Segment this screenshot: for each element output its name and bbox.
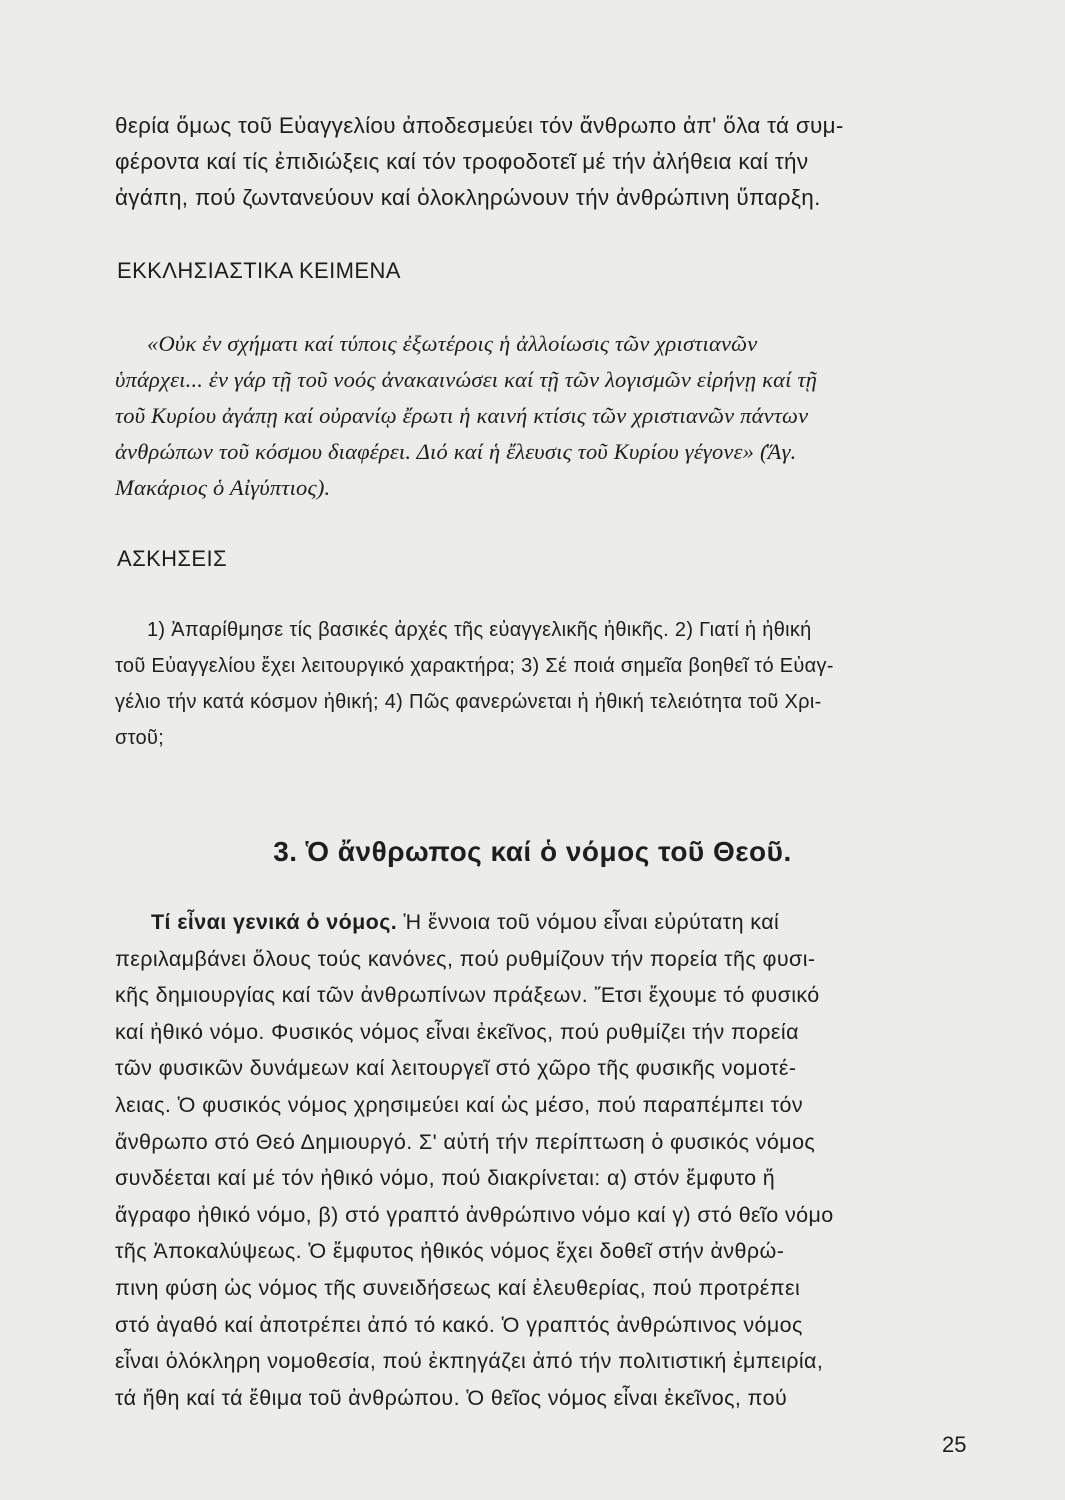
text-line: στοῦ; (115, 727, 165, 749)
text-line: τῆς Ἀποκαλύψεως. Ὁ ἔμφυτος ἠθικός νόμος ἔχει δοθεῖ στήν ἀνθρώ- (115, 1239, 785, 1264)
quote-line-text: «Οὐκ ἐν σχήματι καί τύποις ἐξωτέροις ἡ ἀλλοίωσις τῶν χριστιανῶν (147, 331, 758, 356)
text-line: πινη φύση ὡς νόμος τῆς συνειδήσεως καί ἐλευθερίας, πού προτρέπει (115, 1275, 801, 1300)
text-line: τά ἤθη καί τά ἔθιμα τοῦ ἀνθρώπου. Ὁ θεῖος νόμος εἶναι ἐκεῖνος, πού (115, 1385, 788, 1410)
text-line: στό ἀγαθό καί ἀποτρέπει ἀπό τό κακό. Ὁ γραπτός ἀνθρώπινος νόμος (115, 1312, 803, 1337)
text-line: τοῦ Κυρίου ἀγάπῃ καί οὐρανίῳ ἔρωτι ἡ καινή κτίσις τῶν χριστιανῶν πάντων (115, 403, 809, 428)
quotation-block (115, 326, 965, 506)
text-line (115, 326, 965, 362)
text-line: καί ἠθικό νόμο. Φυσικός νόμος εἶναι ἐκεῖνος, πού ρυθμίζει τήν πορεία (115, 1019, 799, 1044)
text-line: εἶναι ὁλόκληρη νομοθεσία, πού ἐκπηγάζει ἀπό τήν πολιτιστική ἐμπειρία, (115, 1349, 824, 1374)
text-line: φέροντα καί τίς ἐπιδιώξεις καί τόν τροφοδοτεῖ μέ τήν ἀλήθεια καί τήν (115, 149, 809, 174)
page-number: 25 (942, 1432, 967, 1457)
text-line: Μακάριος ὁ Αἰγύπτιος). (115, 475, 331, 500)
section-title: 3. Ὁ ἄνθρωπος καί ὁ νόμος τοῦ Θεοῦ. (273, 836, 792, 867)
text-line: θερία ὅμως τοῦ Εὐαγγελίου ἀποδεσμεύει τόν ἄνθρωπο ἀπ' ὅλα τά συμ- (115, 113, 844, 138)
ecclesiastical-texts-heading: ΕΚΚΛΗΣΙΑΣΤΙΚΑ ΚΕΙΜΕΝΑ (117, 258, 401, 283)
text-line: ἀγάπη, πού ζωντανεύουν καί ὁλοκληρώνουν τήν ἀνθρώπινη ὕπαρξη. (115, 185, 821, 210)
text-line: λειας. Ὁ φυσικός νόμος χρησιμεύει καί ὡς μέσο, πού παραπέμπει τόν (115, 1092, 804, 1117)
exercise-line-text: 1) Ἀπαρίθμησε τίς βασικές ἀρχές τῆς εὐαγγελικῆς ἠθικῆς. 2) Γιατί ἡ ἠθική (147, 619, 812, 641)
intro-paragraph (115, 108, 965, 216)
body-paragraph (115, 904, 965, 1416)
exercises-paragraph (115, 612, 965, 756)
lead-line-text: Ἡ ἔννοια τοῦ νόμου εἶναι εὐρύτατη καί (397, 910, 780, 934)
text-line (115, 904, 965, 941)
text-line (115, 612, 965, 648)
text-line: τῶν φυσικῶν δυνάμεων καί λειτουργεῖ στό χῶρο τῆς φυσικῆς νομοτέ- (115, 1056, 797, 1081)
text-line: κῆς δημιουργίας καί τῶν ἀνθρωπίνων πράξεων. Ἔτσι ἔχουμε τό φυσικό (115, 983, 820, 1008)
text-line: συνδέεται καί μέ τόν ἠθικό νόμο, πού διακρίνεται: α) στόν ἔμφυτο ἤ (115, 1166, 776, 1191)
text-line: ἀνθρώπων τοῦ κόσμου διαφέρει. Διό καί ἡ ἔλευσις τοῦ Κυρίου γέγονε» (Ἅγ. (115, 439, 797, 464)
paragraph-lead: Τί εἶναι γενικά ὁ νόμος. (151, 910, 398, 934)
text-line: περιλαμβάνει ὅλους τούς κανόνες, πού ρυθμίζουν τήν πορεία τῆς φυσι- (115, 946, 816, 971)
text-line: γέλιο τήν κατά κόσμον ἠθική; 4) Πῶς φανερώνεται ἡ ἠθική τελειότητα τοῦ Χρι- (115, 691, 822, 713)
text-line: ἄγραφο ἠθικό νόμο, β) στό γραπτό ἀνθρώπινο νόμο καί γ) στό θεῖο νόμο (115, 1202, 834, 1227)
text-line: ἄνθρωπο στό Θεό Δημιουργό. Σ' αὐτή τήν περίπτωση ὁ φυσικός νόμος (115, 1129, 816, 1154)
exercises-heading: ΑΣΚΗΣΕΙΣ (117, 546, 228, 571)
text-line: ὑπάρχει... ἐν γάρ τῇ τοῦ νοός ἀνακαινώσει καί τῇ τῶν λογισμῶν εἰρήνῃ καί τῇ (115, 367, 818, 392)
text-line: τοῦ Εὐαγγελίου ἔχει λειτουργικό χαρακτήρα; 3) Σέ ποιά σημεῖα βοηθεῖ τό Εὐαγ- (115, 655, 834, 677)
